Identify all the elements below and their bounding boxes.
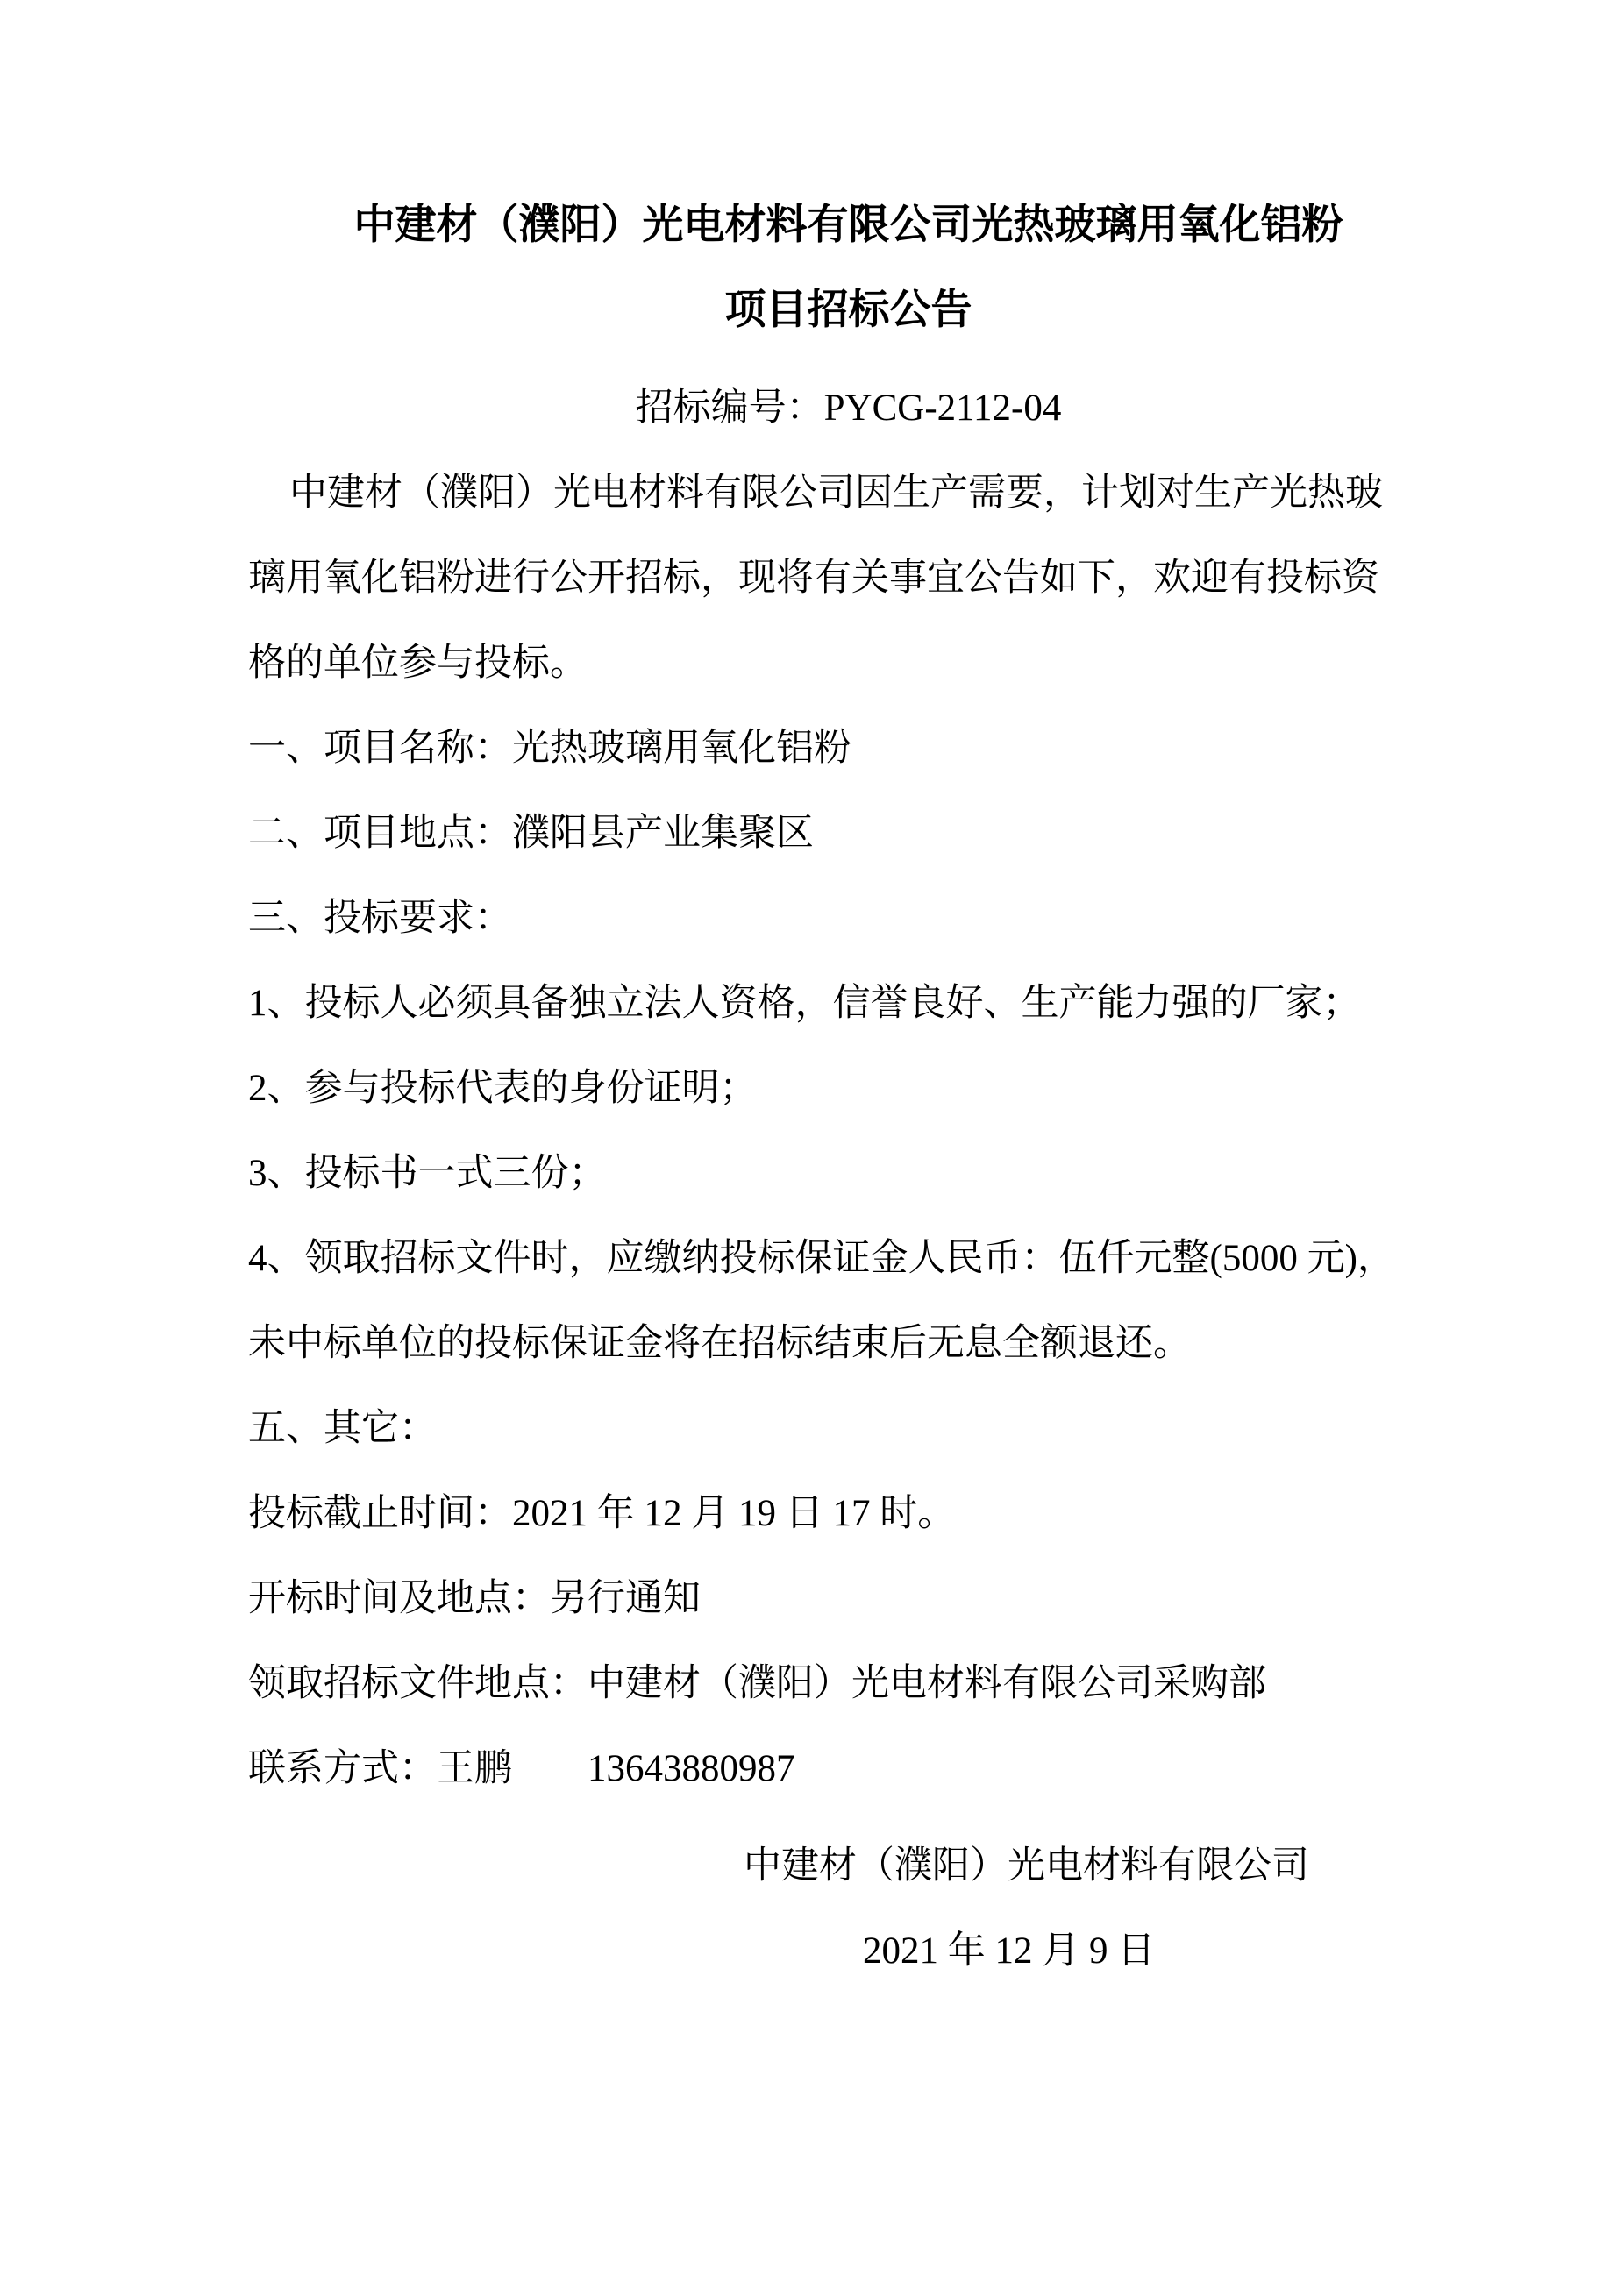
contact-line: 联系方式：王鹏 13643880987	[248, 1748, 795, 1789]
section-other: 五、其它：	[248, 1408, 437, 1449]
signature-date: 2021 年 12 月 9 日	[863, 1930, 1156, 1972]
tender-number: 招标编号：PYCG-2112-04	[635, 387, 1062, 429]
doc-subtitle: 项目招标公告	[724, 286, 972, 332]
intro-line-2: 璃用氧化铝粉进行公开招标，现将有关事宜公告如下，欢迎有投标资	[248, 558, 1379, 599]
document-pickup-line: 领取招标文件地点：中建材（濮阳）光电材料有限公司采购部	[248, 1663, 1266, 1704]
bid-deadline-line: 投标截止时间：2021 年 12 月 19 日 17 时。	[248, 1493, 956, 1534]
section-bid-requirements: 三、投标要求：	[248, 898, 512, 939]
intro-line-3: 格的单位参与投标。	[248, 643, 588, 684]
requirement-2: 2、参与投标代表的身份证明；	[248, 1068, 758, 1109]
doc-title: 中建材（濮阳）光电材料有限公司光热玻璃用氧化铝粉	[353, 201, 1343, 247]
bid-opening-line: 开标时间及地点：另行通知	[248, 1578, 701, 1619]
section-project-location: 二、项目地点：濮阳县产业集聚区	[248, 813, 814, 854]
section-project-name: 一、项目名称：光热玻璃用氧化铝粉	[248, 728, 851, 769]
requirement-4-line1: 4、领取招标文件时，应缴纳投标保证金人民币：伍仟元整(5000 元)，	[248, 1238, 1395, 1279]
requirement-1: 1、投标人必须具备独立法人资格，信誉良好、生产能力强的厂家；	[248, 983, 1361, 1024]
requirement-3: 3、投标书一式三份；	[248, 1153, 607, 1194]
requirement-4-line2: 未中标单位的投标保证金将在招标结束后无息全额退还。	[248, 1323, 1191, 1364]
intro-line-1: 中建材（濮阳）光电材料有限公司因生产需要，计划对生产光热玻	[289, 473, 1383, 514]
signature-company: 中建材（濮阳）光电材料有限公司	[744, 1845, 1309, 1887]
